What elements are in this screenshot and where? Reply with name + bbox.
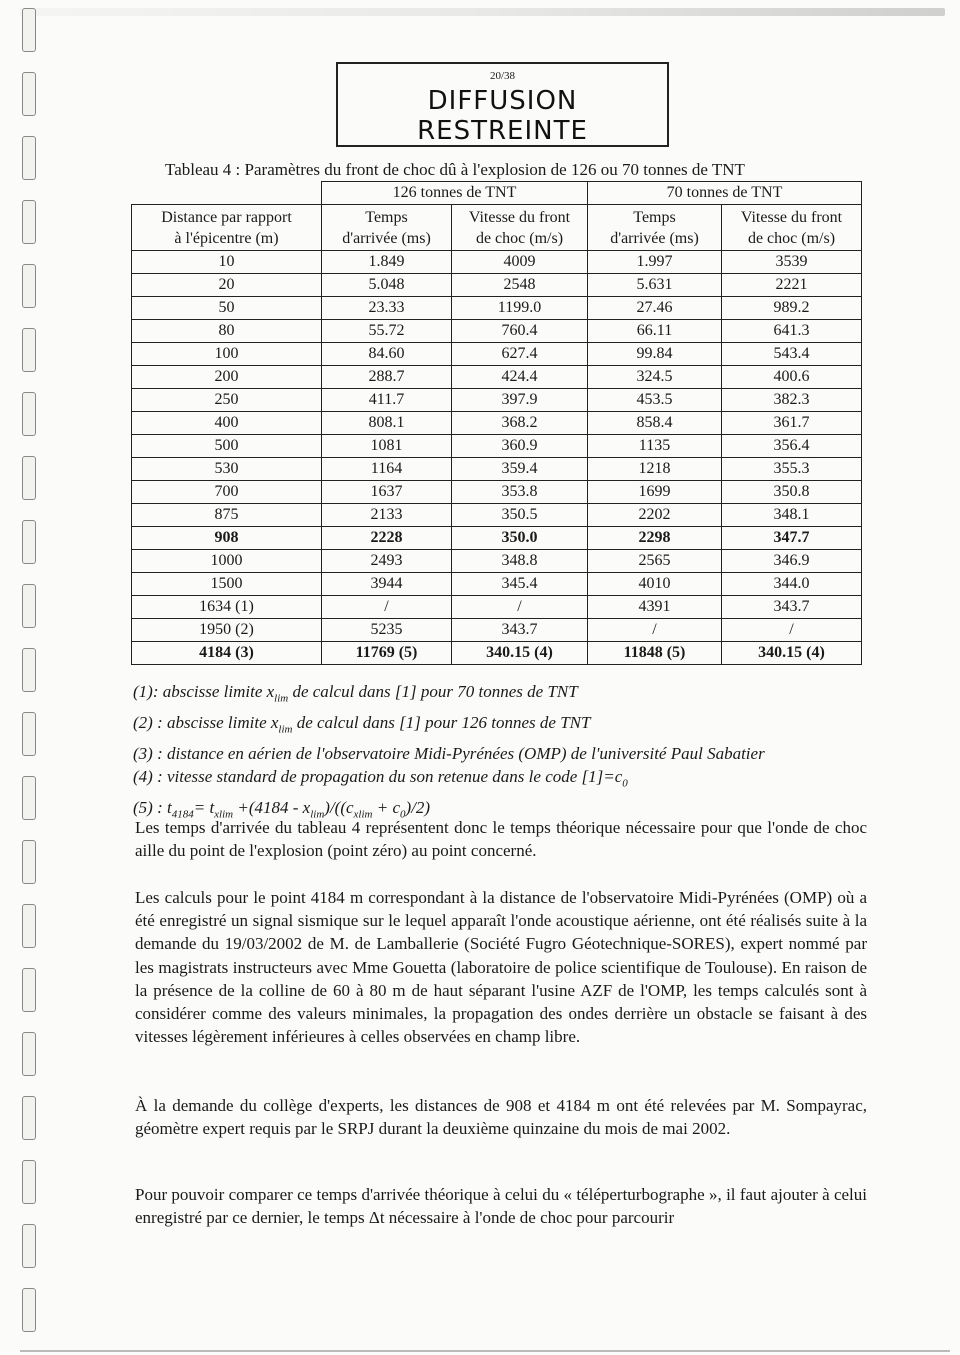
value-cell: 453.5 bbox=[588, 389, 722, 412]
value-cell: 355.3 bbox=[722, 458, 862, 481]
note-text: (3) : distance en aérien de l'observatoire Midi-Pyrénées (OMP) de l'université Paul Sabatier bbox=[133, 743, 765, 763]
paragraph-3: À la demande du collège d'experts, les distances de 908 et 4184 m ont été relevées par M. Sompayrac, géomètre expert requis par le SRPJ durant la deuxième quinzaine du mois de mai 2002. bbox=[135, 1096, 867, 1139]
column-header-line: à l'épicentre (m) bbox=[174, 229, 279, 247]
value-cell: 1699 bbox=[588, 481, 722, 504]
table-row bbox=[132, 366, 862, 389]
distance-cell: 10 bbox=[132, 251, 322, 274]
note-text: de calcul dans [1] pour 126 tonnes de TNT bbox=[292, 712, 591, 732]
value-cell: 1.849 bbox=[322, 251, 452, 274]
value-cell: 2493 bbox=[322, 550, 452, 573]
value-cell: 543.4 bbox=[722, 343, 862, 366]
value-cell: 5.631 bbox=[588, 274, 722, 297]
value-cell: 2228 bbox=[322, 527, 452, 550]
column-header-line: Vitesse du front bbox=[740, 208, 843, 226]
value-cell: 2565 bbox=[588, 550, 722, 573]
note-subscript: xlim bbox=[353, 808, 373, 821]
table-row bbox=[132, 251, 862, 274]
diffusion-stamp bbox=[336, 62, 669, 147]
value-cell: / bbox=[452, 596, 588, 619]
punch-hole bbox=[22, 1032, 36, 1076]
value-cell: 324.5 bbox=[588, 366, 722, 389]
table-row bbox=[132, 550, 862, 573]
punch-hole bbox=[22, 520, 36, 564]
punch-hole bbox=[22, 136, 36, 180]
column-header-line: Vitesse du front bbox=[468, 208, 571, 226]
value-cell: 5235 bbox=[322, 619, 452, 642]
distance-cell: 80 bbox=[132, 320, 322, 343]
paragraph-4: Pour pouvoir comparer ce temps d'arrivée théorique à celui du « téléperturbographe », il faut ajouter à celui enregistré par ce dernier, le temps Δt nécessaire à l'onde de choc pour parcourir bbox=[135, 1185, 867, 1228]
distance-cell: 1000 bbox=[132, 550, 322, 573]
note-line bbox=[133, 742, 893, 766]
punch-hole bbox=[22, 840, 36, 884]
value-cell: / bbox=[588, 619, 722, 642]
value-cell: 1637 bbox=[322, 481, 452, 504]
note-text: = t bbox=[193, 798, 215, 818]
value-cell: 808.1 bbox=[322, 412, 452, 435]
group-header-70t: 70 tonnes de TNT bbox=[588, 182, 862, 205]
punch-hole bbox=[22, 1224, 36, 1268]
distance-cell: 1634 (1) bbox=[132, 596, 322, 619]
value-cell: 340.15 (4) bbox=[452, 642, 588, 665]
distance-cell: 908 bbox=[132, 527, 322, 550]
value-cell: 400.6 bbox=[722, 366, 862, 389]
table-row bbox=[132, 274, 862, 297]
punch-hole bbox=[22, 1160, 36, 1204]
note-subscript: 0 bbox=[400, 808, 406, 821]
value-cell: 1199.0 bbox=[452, 297, 588, 320]
punch-hole bbox=[22, 648, 36, 692]
punch-hole bbox=[22, 264, 36, 308]
value-cell: 348.8 bbox=[452, 550, 588, 573]
column-header-line: Temps bbox=[365, 208, 408, 226]
page-number: 20/38 bbox=[489, 70, 516, 82]
distance-cell: 700 bbox=[132, 481, 322, 504]
value-cell: 350.0 bbox=[452, 527, 588, 550]
paragraph-2: Les calculs pour le point 4184 m correspondant à la distance de l'observatoire Midi-Pyrénées (OMP) où a été enregistré un signal sismique sur le lequel apparaît l'onde acoustique aérienne, ont été réalisés suite à la demande du 19/03/2002 de M. de Lamballerie (Société Fugro Géotechnique-SORES), expert nommé par les magistrats instructeurs avec Mme Gouetta (laboratoire de police scientifique de Toulouse). En raison de la présence de la colline de 60 à 80 m de haut séparant l'usine AZF de l'OMP, les temps calculés sont à considérer comme des valeurs minimales, la propagation des ondes derrière un obstacle se faisant à des vitesses légèrement inférieures à celles observées en champ libre. bbox=[135, 888, 867, 1047]
table-row bbox=[132, 389, 862, 412]
value-cell: 4391 bbox=[588, 596, 722, 619]
note-subscript: 4184 bbox=[171, 808, 194, 821]
distance-cell: 100 bbox=[132, 343, 322, 366]
table-row bbox=[132, 596, 862, 619]
table-row bbox=[132, 527, 862, 550]
distance-cell: 50 bbox=[132, 297, 322, 320]
value-cell: 361.7 bbox=[722, 412, 862, 435]
table-row bbox=[132, 458, 862, 481]
scan-artifact-top bbox=[20, 8, 945, 16]
value-cell: 360.9 bbox=[452, 435, 588, 458]
note-text: +(4184 - x bbox=[233, 798, 311, 818]
table-row bbox=[132, 504, 862, 527]
column-header-line: d'arrivée (ms) bbox=[610, 229, 699, 247]
value-cell: 2298 bbox=[588, 527, 722, 550]
value-cell: 382.3 bbox=[722, 389, 862, 412]
table-row bbox=[132, 343, 862, 366]
value-cell: 343.7 bbox=[722, 596, 862, 619]
value-cell: 1.997 bbox=[588, 251, 722, 274]
value-cell: 356.4 bbox=[722, 435, 862, 458]
distance-cell: 250 bbox=[132, 389, 322, 412]
value-cell: 411.7 bbox=[322, 389, 452, 412]
column-header-row bbox=[132, 205, 862, 251]
punch-hole bbox=[22, 392, 36, 436]
distance-cell: 1950 (2) bbox=[132, 619, 322, 642]
value-cell: 4009 bbox=[452, 251, 588, 274]
value-cell: 347.7 bbox=[722, 527, 862, 550]
value-cell: 343.7 bbox=[452, 619, 588, 642]
value-cell: 627.4 bbox=[452, 343, 588, 366]
distance-cell: 4184 (3) bbox=[132, 642, 322, 665]
column-header-line: de choc (m/s) bbox=[747, 229, 836, 247]
value-cell: 346.9 bbox=[722, 550, 862, 573]
value-cell: / bbox=[722, 619, 862, 642]
scan-artifact-bottom bbox=[20, 1350, 950, 1352]
distance-cell: 400 bbox=[132, 412, 322, 435]
value-cell: 5.048 bbox=[322, 274, 452, 297]
note-subscript: xlim bbox=[214, 808, 234, 821]
punch-hole bbox=[22, 72, 36, 116]
column-header-line: Temps bbox=[633, 208, 676, 226]
note-text: (5) : t bbox=[133, 798, 172, 818]
value-cell: 2133 bbox=[322, 504, 452, 527]
binder-punch-holes bbox=[22, 0, 40, 1355]
table-notes bbox=[133, 680, 893, 827]
value-cell: / bbox=[322, 596, 452, 619]
value-cell: 66.11 bbox=[588, 320, 722, 343]
value-cell: 3539 bbox=[722, 251, 862, 274]
value-cell: 2202 bbox=[588, 504, 722, 527]
table-caption: Tableau 4 : Paramètres du front de choc dû à l'explosion de 126 ou 70 tonnes de TNT bbox=[165, 160, 745, 179]
note-text: (1): abscisse limite x bbox=[133, 682, 275, 701]
value-cell: 353.8 bbox=[452, 481, 588, 504]
column-header bbox=[588, 205, 722, 251]
column-header bbox=[322, 205, 452, 251]
value-cell: 350.5 bbox=[452, 504, 588, 527]
column-header bbox=[722, 205, 862, 251]
table-row bbox=[132, 412, 862, 435]
note-text: (4) : vitesse standard de propagation du son retenue dans le code [1]=c bbox=[133, 767, 623, 787]
note-text: )/2) bbox=[405, 798, 431, 818]
table-body bbox=[132, 251, 862, 665]
punch-hole bbox=[22, 712, 36, 756]
punch-hole bbox=[22, 1096, 36, 1140]
distance-cell: 500 bbox=[132, 435, 322, 458]
value-cell: 368.2 bbox=[452, 412, 588, 435]
value-cell: 760.4 bbox=[452, 320, 588, 343]
value-cell: 1164 bbox=[322, 458, 452, 481]
value-cell: 84.60 bbox=[322, 343, 452, 366]
punch-hole bbox=[22, 456, 36, 500]
punch-hole bbox=[22, 776, 36, 820]
shock-front-table bbox=[131, 181, 862, 665]
column-header bbox=[452, 205, 588, 251]
note-subscript: 0 bbox=[622, 777, 628, 790]
column-header bbox=[132, 205, 322, 251]
punch-hole bbox=[22, 968, 36, 1012]
note-subscript: lim bbox=[310, 808, 325, 821]
note-line bbox=[133, 765, 893, 796]
group-header-row bbox=[132, 182, 862, 205]
value-cell: 288.7 bbox=[322, 366, 452, 389]
value-cell: 1081 bbox=[322, 435, 452, 458]
value-cell: 348.1 bbox=[722, 504, 862, 527]
table-row bbox=[132, 435, 862, 458]
value-cell: 99.84 bbox=[588, 343, 722, 366]
table-row bbox=[132, 481, 862, 504]
distance-cell: 875 bbox=[132, 504, 322, 527]
punch-hole bbox=[22, 584, 36, 628]
table-row bbox=[132, 320, 862, 343]
punch-hole bbox=[22, 328, 36, 372]
distance-cell: 20 bbox=[132, 274, 322, 297]
value-cell: 23.33 bbox=[322, 297, 452, 320]
table-row bbox=[132, 642, 862, 665]
note-text: (2) : abscisse limite x bbox=[133, 712, 279, 732]
value-cell: 2221 bbox=[722, 274, 862, 297]
column-header-line: Distance par rapport bbox=[161, 208, 292, 226]
value-cell: 55.72 bbox=[322, 320, 452, 343]
note-subscript: lim bbox=[274, 692, 289, 705]
punch-hole bbox=[22, 8, 36, 52]
distance-cell: 1500 bbox=[132, 573, 322, 596]
column-header-line: de choc (m/s) bbox=[475, 229, 564, 247]
note-text: de calcul dans [1] pour 70 tonnes de TNT bbox=[288, 682, 578, 701]
value-cell: 858.4 bbox=[588, 412, 722, 435]
value-cell: 340.15 (4) bbox=[722, 642, 862, 665]
distance-cell: 200 bbox=[132, 366, 322, 389]
punch-hole bbox=[22, 200, 36, 244]
value-cell: 2548 bbox=[452, 274, 588, 297]
note-text: )/((c bbox=[324, 798, 354, 818]
paragraph-1: Les temps d'arrivée du tableau 4 représentent donc le temps théorique nécessaire pour que l'onde de choc aille du point de l'explosion (point zéro) au point concerné. bbox=[135, 818, 867, 861]
value-cell: 424.4 bbox=[452, 366, 588, 389]
group-header-126t: 126 tonnes de TNT bbox=[322, 182, 588, 205]
value-cell: 350.8 bbox=[722, 481, 862, 504]
blank-corner bbox=[132, 182, 322, 205]
value-cell: 641.3 bbox=[722, 320, 862, 343]
note-text: + c bbox=[372, 798, 401, 818]
table-row bbox=[132, 573, 862, 596]
punch-hole bbox=[22, 904, 36, 948]
column-header-line: d'arrivée (ms) bbox=[342, 229, 431, 247]
value-cell: 4010 bbox=[588, 573, 722, 596]
value-cell: 1218 bbox=[588, 458, 722, 481]
value-cell: 345.4 bbox=[452, 573, 588, 596]
distance-cell: 530 bbox=[132, 458, 322, 481]
note-line bbox=[133, 711, 893, 742]
punch-hole bbox=[22, 1288, 36, 1332]
value-cell: 397.9 bbox=[452, 389, 588, 412]
value-cell: 11769 (5) bbox=[322, 642, 452, 665]
value-cell: 27.46 bbox=[588, 297, 722, 320]
value-cell: 989.2 bbox=[722, 297, 862, 320]
value-cell: 1135 bbox=[588, 435, 722, 458]
value-cell: 359.4 bbox=[452, 458, 588, 481]
note-subscript: lim bbox=[278, 723, 293, 736]
note-line bbox=[133, 680, 893, 711]
stamp-title: DIFFUSION RESTREINTE bbox=[417, 86, 588, 146]
table-row bbox=[132, 619, 862, 642]
value-cell: 3944 bbox=[322, 573, 452, 596]
table-row bbox=[132, 297, 862, 320]
value-cell: 11848 (5) bbox=[588, 642, 722, 665]
value-cell: 344.0 bbox=[722, 573, 862, 596]
